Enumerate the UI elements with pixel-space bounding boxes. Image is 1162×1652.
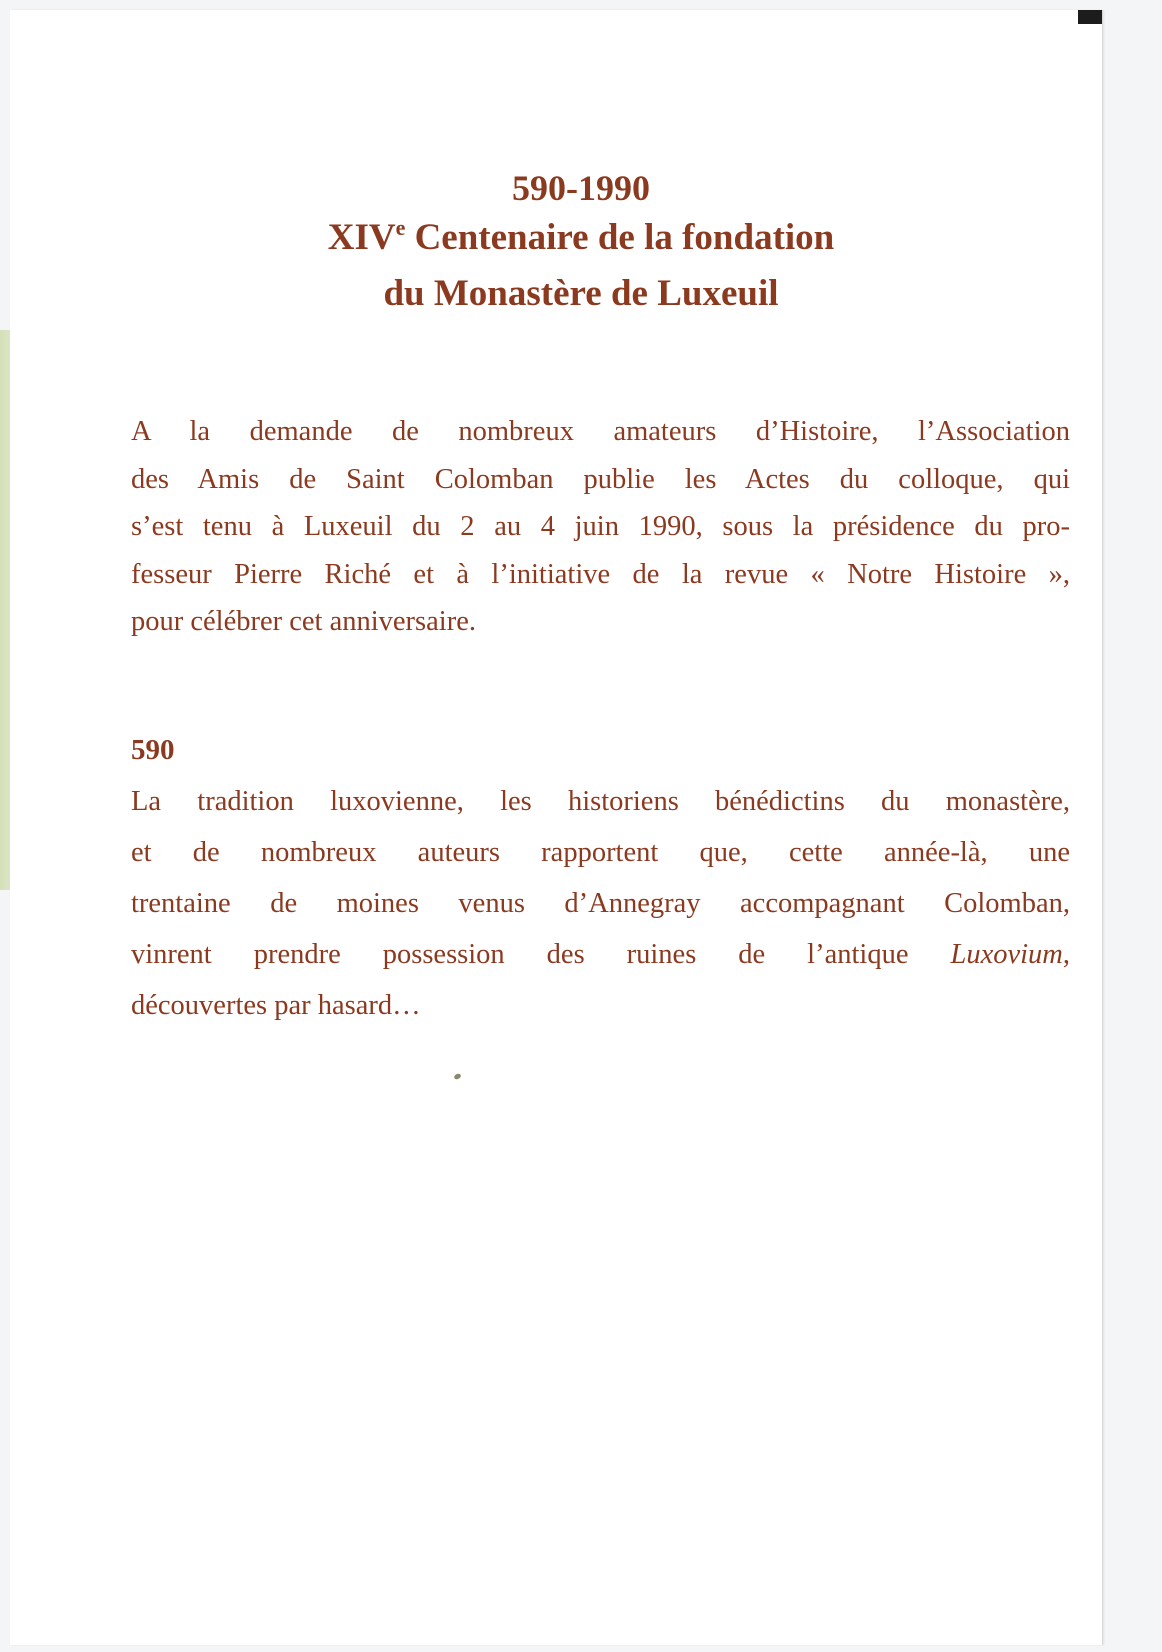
section-line: et de nombreux auteurs rapportent que, cette année-là, une xyxy=(131,837,1070,868)
intro-line: A la demande de nombreux amateurs d’Histoire, l’Association xyxy=(131,416,1070,447)
title-superscript: e xyxy=(395,215,406,240)
title-roman-numeral: XIV xyxy=(327,217,396,258)
scan-corner-shadow xyxy=(1078,10,1102,24)
intro-line: pour célébrer cet anniversaire. xyxy=(131,606,476,637)
section-line: trentaine de moines venus d’Annegray accompagnant Colomban, xyxy=(131,888,1070,919)
section-last-line: découvertes par hasard… xyxy=(131,990,421,1021)
intro-paragraph xyxy=(131,408,1070,646)
intro-line: fesseur Pierre Riché et à l’initiative de la revue « Notre Histoire », xyxy=(131,558,1070,590)
intro-line: des Amis de Saint Colomban publie les Actes du colloque, qui xyxy=(131,463,1070,495)
section-line: La tradition luxovienne, les historiens bénédictins du monastère, xyxy=(131,786,1070,817)
title-line1-rest: Centenaire de la fondation xyxy=(405,217,835,258)
page-header xyxy=(0,166,1162,322)
italic-place-name: Luxovium xyxy=(950,939,1063,970)
section-line-with-italic xyxy=(131,929,1070,980)
section-heading: 590 xyxy=(131,734,175,766)
section-line4-punct: , xyxy=(1062,939,1070,970)
section-paragraph xyxy=(131,776,1070,1031)
header-title-line2: du Monastère de Luxeuil xyxy=(383,273,779,314)
intro-line: s’est tenu à Luxeuil du 2 au 4 juin 1990, sous la présidence du pro- xyxy=(131,511,1070,542)
header-years: 590-1990 xyxy=(512,168,650,208)
section-line4-text: vinrent prendre possession des ruines de l’antique xyxy=(131,939,951,970)
header-title-line1 xyxy=(0,210,1162,266)
